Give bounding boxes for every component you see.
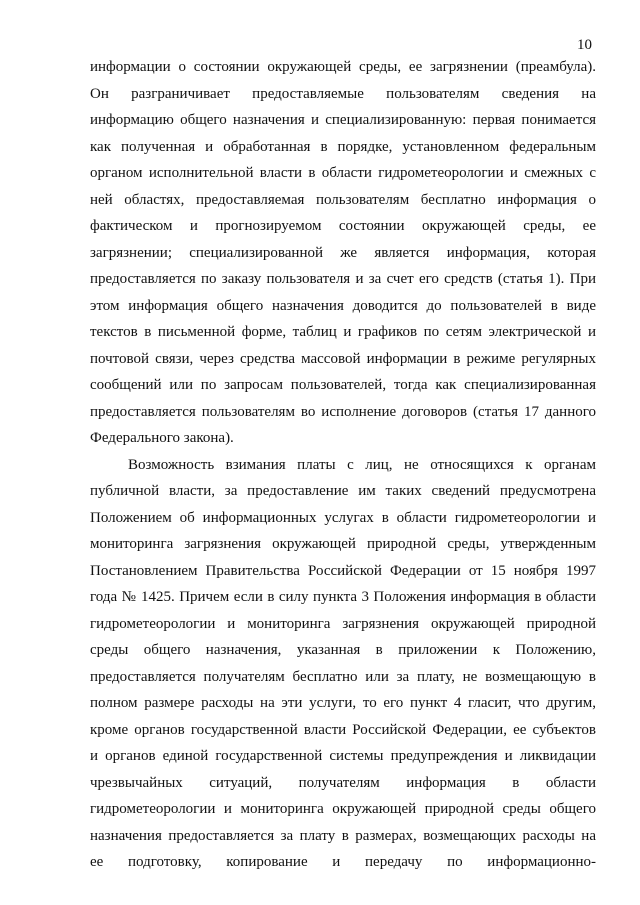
text-line: чрезвычайных ситуаций, получателям информация в области: [90, 774, 596, 791]
text-line: текстов в письменной форме, таблиц и графиков по сетям электрической и: [90, 324, 596, 340]
text-line: этом информация общего назначения доводится до пользователей в виде: [90, 297, 596, 314]
text-line: года № 1425. Причем если в силу пункта 3 Положения информация в области: [90, 589, 596, 605]
text-line: почтовой связи, через средства массовой информации в режиме регулярных: [90, 350, 596, 367]
text-line: публичной власти, за предоставление им таких сведений предусмотрена: [90, 483, 596, 499]
text-line: предоставляется пользователям во исполнение договоров (статья 17 данного: [90, 403, 596, 420]
text-line: сообщений или по запросам пользователей, тогда как специализированная: [90, 377, 596, 393]
text-line: предоставляется получателям бесплатно или за плату, не возмещающую в: [90, 668, 596, 685]
text-line: мониторинга загрязнения окружающей природной среды, утвержденным: [90, 536, 596, 552]
body-text: [90, 54, 596, 876]
text-line: предоставляется по заказу пользователя и за счет его средств (статья 1). При: [90, 271, 596, 287]
text-line: ней областях, предоставляемая пользователям бесплатно информация о: [90, 191, 596, 208]
paragraph-1: [90, 54, 596, 452]
text-line: информации о состоянии окружающей среды, ее загрязнении (преамбула).: [90, 59, 596, 75]
text-line: информацию общего назначения и специализированную: первая понимается: [90, 112, 596, 128]
text-line: полном размере расходы на эти услуги, то его пункт 4 гласит, что другим,: [90, 695, 596, 711]
page-number: 10: [577, 37, 592, 53]
paragraph-2: [90, 452, 596, 876]
text-line: Положением об информационных услугах в области гидрометеорологии и: [90, 509, 596, 526]
text-line: ее подготовку, копирование и передачу по информационно-: [90, 854, 596, 870]
text-line: среды общего назначения, указанная в приложении к Положению,: [90, 642, 596, 658]
text-line: Он разграничивает предоставляемые пользователям сведения на: [90, 85, 596, 102]
text-line: как полученная и обработанная в порядке, установленном федеральным: [90, 138, 596, 155]
text-line: фактическом и прогнозируемом состоянии окружающей среды, ее: [90, 218, 596, 234]
text-line: гидрометеорологии и мониторинга загрязнения окружающей природной: [90, 615, 596, 632]
text-line: назначения предоставляется за плату в размерах, возмещающих расходы на: [90, 827, 596, 844]
text-line: Федерального закона).: [90, 430, 234, 446]
text-line: загрязнении; специализированной же является информация, которая: [90, 244, 596, 261]
text-line: гидрометеорологии и мониторинга окружающей природной среды общего: [90, 801, 596, 817]
text-line: Возможность взимания платы с лиц, не относящихся к органам: [128, 456, 596, 473]
text-line: Постановлением Правительства Российской Федерации от 15 ноября 1997: [90, 562, 596, 579]
text-line: кроме органов государственной власти Российской Федерации, ее субъектов: [90, 721, 596, 738]
text-line: органом исполнительной власти в области гидрометеорологии и смежных с: [90, 165, 596, 181]
text-line: и органов единой государственной системы предупреждения и ликвидации: [90, 748, 596, 764]
